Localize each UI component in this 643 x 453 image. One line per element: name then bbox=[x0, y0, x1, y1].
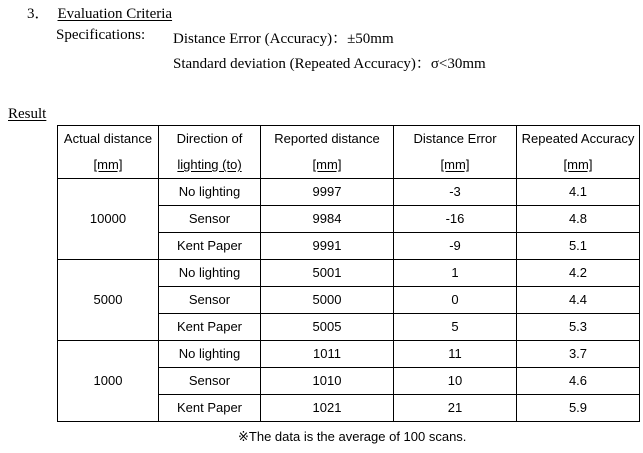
spec-accuracy: Distance Error (Accuracy)：±50mm bbox=[173, 31, 394, 47]
table-row bbox=[58, 341, 640, 368]
repeated-accuracy-header: Repeated Accuracy bbox=[517, 126, 640, 153]
reported-distance-cell: 1021 bbox=[261, 395, 394, 422]
table-row bbox=[58, 260, 640, 287]
repeated-accuracy-cell: 5.1 bbox=[517, 233, 640, 260]
lighting-direction-header: Direction of bbox=[159, 126, 261, 153]
distance-error-cell: -3 bbox=[394, 179, 517, 206]
lighting-cell: No lighting bbox=[159, 341, 261, 368]
actual-distance-cell: 10000 bbox=[58, 179, 159, 260]
distance-error-cell: 5 bbox=[394, 314, 517, 341]
actual-distance-header-unit: [mm] bbox=[58, 152, 159, 179]
repeated-accuracy-cell: 3.7 bbox=[517, 341, 640, 368]
repeated-accuracy-header-unit: [mm] bbox=[517, 152, 640, 179]
results-table bbox=[57, 125, 640, 422]
reported-distance-cell: 5001 bbox=[261, 260, 394, 287]
reported-distance-cell: 9991 bbox=[261, 233, 394, 260]
lighting-cell: Kent Paper bbox=[159, 314, 261, 341]
lighting-cell: Kent Paper bbox=[159, 395, 261, 422]
actual-distance-cell: 5000 bbox=[58, 260, 159, 341]
distance-error-cell: -9 bbox=[394, 233, 517, 260]
repeated-accuracy-cell: 5.3 bbox=[517, 314, 640, 341]
distance-error-cell: 10 bbox=[394, 368, 517, 395]
reported-distance-cell: 9997 bbox=[261, 179, 394, 206]
distance-error-cell: 21 bbox=[394, 395, 517, 422]
distance-error-cell: -16 bbox=[394, 206, 517, 233]
lighting-cell: Sensor bbox=[159, 368, 261, 395]
spec-label: Specifications: bbox=[56, 27, 146, 43]
lighting-cell: No lighting bbox=[159, 260, 261, 287]
lighting-cell: No lighting bbox=[159, 179, 261, 206]
repeated-accuracy-cell: 4.6 bbox=[517, 368, 640, 395]
repeated-accuracy-cell: 4.8 bbox=[517, 206, 640, 233]
distance-error-header: Distance Error bbox=[394, 126, 517, 153]
footnote: ※The data is the average of 100 scans. bbox=[238, 429, 467, 444]
table-row bbox=[58, 179, 640, 206]
section-heading bbox=[27, 2, 172, 23]
header-row bbox=[58, 126, 640, 153]
lighting-cell: Sensor bbox=[159, 287, 261, 314]
reported-distance-cell: 5000 bbox=[261, 287, 394, 314]
section-number: 3． bbox=[27, 6, 50, 22]
distance-error-cell: 0 bbox=[394, 287, 517, 314]
reported-distance-header-unit: [mm] bbox=[261, 152, 394, 179]
reported-distance-cell: 5005 bbox=[261, 314, 394, 341]
header-row bbox=[58, 152, 640, 179]
actual-distance-header: Actual distance bbox=[58, 126, 159, 153]
repeated-accuracy-cell: 4.1 bbox=[517, 179, 640, 206]
distance-error-cell: 1 bbox=[394, 260, 517, 287]
repeated-accuracy-cell: 4.4 bbox=[517, 287, 640, 314]
spec-repeated-accuracy: Standard deviation (Repeated Accuracy)：σ<30mm bbox=[173, 56, 486, 72]
distance-error-cell: 11 bbox=[394, 341, 517, 368]
lighting-cell: Sensor bbox=[159, 206, 261, 233]
reported-distance-cell: 1010 bbox=[261, 368, 394, 395]
lighting-direction-header-unit: lighting (to) bbox=[159, 152, 261, 179]
repeated-accuracy-cell: 5.9 bbox=[517, 395, 640, 422]
section-title: Evaluation Criteria bbox=[57, 6, 173, 22]
actual-distance-cell: 1000 bbox=[58, 341, 159, 422]
result-heading: Result bbox=[8, 106, 47, 122]
repeated-accuracy-cell: 4.2 bbox=[517, 260, 640, 287]
distance-error-header-unit: [mm] bbox=[394, 152, 517, 179]
reported-distance-cell: 1011 bbox=[261, 341, 394, 368]
lighting-cell: Kent Paper bbox=[159, 233, 261, 260]
reported-distance-cell: 9984 bbox=[261, 206, 394, 233]
reported-distance-header: Reported distance bbox=[261, 126, 394, 153]
